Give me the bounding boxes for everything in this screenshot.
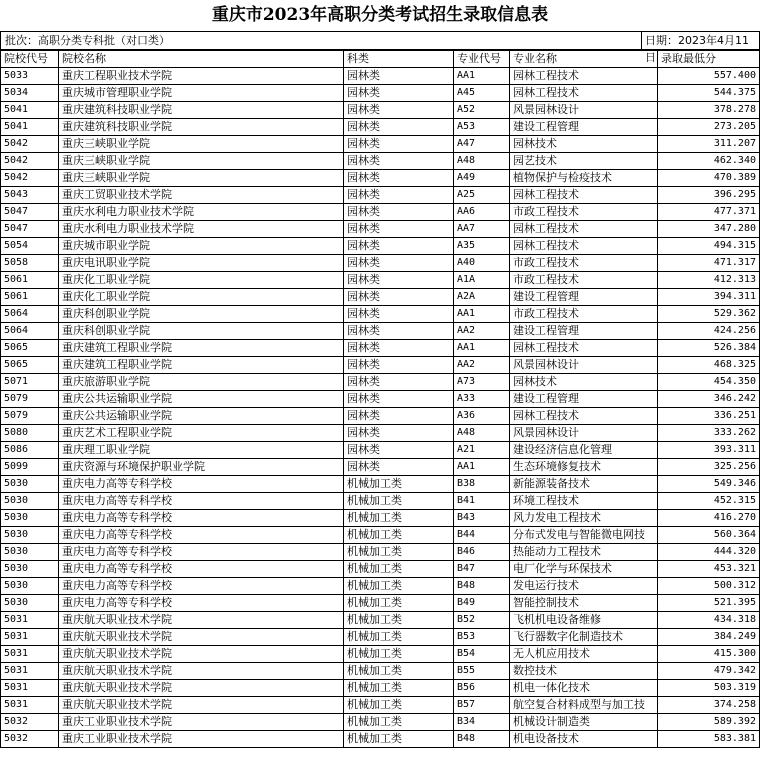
cell-major-name: 园林工程技术 — [510, 238, 658, 255]
table-row — [1, 153, 760, 170]
cell-category: 园林类 — [344, 85, 454, 102]
cell-major-code: B53 — [454, 629, 510, 646]
cell-school-name: 重庆电力高等专科学校 — [59, 595, 344, 612]
cell-min-score: 273.205 — [658, 119, 760, 136]
cell-major-name: 飞行器数字化制造技术 — [510, 629, 658, 646]
cell-major-code: AA1 — [454, 459, 510, 476]
cell-major-code: B54 — [454, 646, 510, 663]
cell-category: 园林类 — [344, 408, 454, 425]
cell-category: 园林类 — [344, 68, 454, 85]
cell-min-score: 374.258 — [658, 697, 760, 714]
cell-major-name: 热能动力工程技术 — [510, 544, 658, 561]
cell-school-code: 5031 — [1, 612, 59, 629]
table-row — [1, 663, 760, 680]
cell-category: 机械加工类 — [344, 595, 454, 612]
table-row — [1, 68, 760, 85]
table-row — [1, 714, 760, 731]
cell-major-code: A45 — [454, 85, 510, 102]
table-row — [1, 425, 760, 442]
cell-major-name: 机电一体化技术 — [510, 680, 658, 697]
cell-category: 园林类 — [344, 442, 454, 459]
cell-major-name: 园艺技术 — [510, 153, 658, 170]
cell-category: 机械加工类 — [344, 510, 454, 527]
cell-school-code: 5042 — [1, 153, 59, 170]
cell-min-score: 444.320 — [658, 544, 760, 561]
cell-major-code: A52 — [454, 102, 510, 119]
cell-school-name: 重庆三峡职业学院 — [59, 153, 344, 170]
table-row — [1, 629, 760, 646]
header-min-score: 录取最低分 — [658, 51, 760, 68]
cell-school-code: 5030 — [1, 578, 59, 595]
cell-school-name: 重庆航天职业技术学院 — [59, 663, 344, 680]
cell-min-score: 347.280 — [658, 221, 760, 238]
cell-min-score: 526.384 — [658, 340, 760, 357]
cell-major-name: 风景园林设计 — [510, 357, 658, 374]
cell-category: 园林类 — [344, 238, 454, 255]
cell-min-score: 333.262 — [658, 425, 760, 442]
cell-school-code: 5079 — [1, 408, 59, 425]
cell-school-code: 5080 — [1, 425, 59, 442]
table-row — [1, 442, 760, 459]
table-row — [1, 459, 760, 476]
cell-major-code: A49 — [454, 170, 510, 187]
cell-school-name: 重庆航天职业技术学院 — [59, 680, 344, 697]
cell-school-name: 重庆电力高等专科学校 — [59, 578, 344, 595]
cell-major-name: 智能控制技术 — [510, 595, 658, 612]
cell-school-name: 重庆艺术工程职业学院 — [59, 425, 344, 442]
cell-school-code: 5047 — [1, 204, 59, 221]
cell-major-name: 机电设备技术 — [510, 731, 658, 748]
cell-school-name: 重庆航天职业技术学院 — [59, 612, 344, 629]
table-row — [1, 119, 760, 136]
cell-school-code: 5031 — [1, 697, 59, 714]
cell-major-code: B57 — [454, 697, 510, 714]
cell-school-name: 重庆工业职业技术学院 — [59, 731, 344, 748]
cell-major-name: 建设工程管理 — [510, 289, 658, 306]
cell-school-name: 重庆电力高等专科学校 — [59, 561, 344, 578]
table-row — [1, 306, 760, 323]
cell-school-code: 5065 — [1, 340, 59, 357]
cell-major-name: 航空复合材料成型与加工技 — [510, 697, 658, 714]
cell-category: 机械加工类 — [344, 527, 454, 544]
cell-school-code: 5042 — [1, 136, 59, 153]
cell-category: 园林类 — [344, 119, 454, 136]
cell-school-code: 5071 — [1, 374, 59, 391]
cell-major-code: AA7 — [454, 221, 510, 238]
table-row — [1, 493, 760, 510]
cell-school-code: 5032 — [1, 714, 59, 731]
cell-min-score: 583.381 — [658, 731, 760, 748]
cell-school-code: 5064 — [1, 306, 59, 323]
cell-school-code: 5099 — [1, 459, 59, 476]
cell-major-name: 园林工程技术 — [510, 187, 658, 204]
cell-category: 园林类 — [344, 102, 454, 119]
cell-major-code: B48 — [454, 731, 510, 748]
cell-min-score: 378.278 — [658, 102, 760, 119]
cell-major-code: AA2 — [454, 357, 510, 374]
cell-category: 园林类 — [344, 323, 454, 340]
cell-category: 园林类 — [344, 272, 454, 289]
cell-major-code: B46 — [454, 544, 510, 561]
cell-school-name: 重庆工业职业技术学院 — [59, 714, 344, 731]
cell-category: 园林类 — [344, 289, 454, 306]
cell-school-code: 5031 — [1, 680, 59, 697]
cell-major-name: 无人机应用技术 — [510, 646, 658, 663]
cell-school-name: 重庆科创职业学院 — [59, 306, 344, 323]
cell-school-name: 重庆电力高等专科学校 — [59, 510, 344, 527]
cell-school-code: 5041 — [1, 102, 59, 119]
cell-min-score: 500.312 — [658, 578, 760, 595]
cell-major-code: A53 — [454, 119, 510, 136]
cell-major-code: AA1 — [454, 340, 510, 357]
cell-school-name: 重庆建筑工程职业学院 — [59, 340, 344, 357]
cell-school-name: 重庆公共运输职业学院 — [59, 408, 344, 425]
cell-major-name: 数控技术 — [510, 663, 658, 680]
cell-school-name: 重庆建筑科技职业学院 — [59, 102, 344, 119]
cell-major-name: 市政工程技术 — [510, 255, 658, 272]
table-row — [1, 187, 760, 204]
cell-school-code: 5030 — [1, 493, 59, 510]
cell-category: 机械加工类 — [344, 663, 454, 680]
cell-school-code: 5064 — [1, 323, 59, 340]
cell-school-code: 5030 — [1, 527, 59, 544]
cell-school-code: 5061 — [1, 289, 59, 306]
page-title: 重庆市2023年高职分类考试招生录取信息表 — [0, 0, 760, 32]
cell-min-score: 346.242 — [658, 391, 760, 408]
cell-school-name: 重庆资源与环境保护职业学院 — [59, 459, 344, 476]
cell-category: 机械加工类 — [344, 731, 454, 748]
cell-school-code: 5079 — [1, 391, 59, 408]
batch-label: 批次：高职分类专科批（对口类） — [5, 34, 170, 47]
cell-major-name: 园林工程技术 — [510, 340, 658, 357]
cell-school-name: 重庆工程职业技术学院 — [59, 68, 344, 85]
cell-major-name: 生态环境修复技术 — [510, 459, 658, 476]
cell-category: 园林类 — [344, 204, 454, 221]
cell-major-name: 电厂化学与环保技术 — [510, 561, 658, 578]
cell-min-score: 589.392 — [658, 714, 760, 731]
date-label: 日期：2023年4月11日 — [641, 32, 759, 49]
table-row — [1, 595, 760, 612]
cell-major-name: 飞机机电设备维修 — [510, 612, 658, 629]
cell-school-name: 重庆旅游职业学院 — [59, 374, 344, 391]
cell-min-score: 311.207 — [658, 136, 760, 153]
cell-category: 园林类 — [344, 153, 454, 170]
cell-category: 园林类 — [344, 391, 454, 408]
cell-category: 园林类 — [344, 357, 454, 374]
cell-major-name: 环境工程技术 — [510, 493, 658, 510]
cell-min-score: 549.346 — [658, 476, 760, 493]
cell-category: 机械加工类 — [344, 561, 454, 578]
cell-min-score: 462.340 — [658, 153, 760, 170]
cell-min-score: 479.342 — [658, 663, 760, 680]
cell-school-code: 5042 — [1, 170, 59, 187]
table-row — [1, 527, 760, 544]
cell-major-code: AA2 — [454, 323, 510, 340]
admission-table — [0, 50, 760, 748]
cell-school-code: 5061 — [1, 272, 59, 289]
cell-major-code: A33 — [454, 391, 510, 408]
cell-min-score: 477.371 — [658, 204, 760, 221]
table-row — [1, 374, 760, 391]
cell-major-code: B49 — [454, 595, 510, 612]
header-school-code: 院校代号 — [1, 51, 59, 68]
cell-category: 机械加工类 — [344, 476, 454, 493]
cell-major-name: 风景园林设计 — [510, 425, 658, 442]
cell-major-code: B48 — [454, 578, 510, 595]
cell-major-code: B55 — [454, 663, 510, 680]
cell-school-name: 重庆化工职业学院 — [59, 272, 344, 289]
cell-major-name: 园林技术 — [510, 136, 658, 153]
cell-min-score: 557.400 — [658, 68, 760, 85]
cell-school-code: 5086 — [1, 442, 59, 459]
table-row — [1, 578, 760, 595]
cell-major-code: A35 — [454, 238, 510, 255]
header-school-name: 院校名称 — [59, 51, 344, 68]
table-row — [1, 510, 760, 527]
table-row — [1, 204, 760, 221]
cell-major-name: 建设工程管理 — [510, 323, 658, 340]
cell-major-code: B34 — [454, 714, 510, 731]
header-major-code: 专业代号 — [454, 51, 510, 68]
cell-school-name: 重庆电力高等专科学校 — [59, 493, 344, 510]
cell-category: 机械加工类 — [344, 629, 454, 646]
cell-school-name: 重庆电力高等专科学校 — [59, 476, 344, 493]
cell-min-score: 336.251 — [658, 408, 760, 425]
cell-major-code: AA6 — [454, 204, 510, 221]
cell-min-score: 470.389 — [658, 170, 760, 187]
cell-major-name: 风景园林设计 — [510, 102, 658, 119]
table-row — [1, 170, 760, 187]
cell-major-name: 园林工程技术 — [510, 221, 658, 238]
cell-category: 园林类 — [344, 187, 454, 204]
cell-school-name: 重庆化工职业学院 — [59, 289, 344, 306]
table-row — [1, 680, 760, 697]
cell-major-code: A25 — [454, 187, 510, 204]
cell-school-code: 5031 — [1, 646, 59, 663]
cell-category: 机械加工类 — [344, 612, 454, 629]
table-row — [1, 646, 760, 663]
table-row — [1, 612, 760, 629]
cell-major-name: 风力发电工程技术 — [510, 510, 658, 527]
cell-school-name: 重庆三峡职业学院 — [59, 136, 344, 153]
cell-major-name: 机械设计制造类 — [510, 714, 658, 731]
table-row — [1, 289, 760, 306]
cell-min-score: 452.315 — [658, 493, 760, 510]
cell-school-code: 5030 — [1, 476, 59, 493]
cell-min-score: 529.362 — [658, 306, 760, 323]
cell-major-code: A73 — [454, 374, 510, 391]
cell-category: 机械加工类 — [344, 493, 454, 510]
cell-min-score: 503.319 — [658, 680, 760, 697]
cell-school-name: 重庆航天职业技术学院 — [59, 697, 344, 714]
cell-category: 园林类 — [344, 221, 454, 238]
table-row — [1, 544, 760, 561]
cell-school-name: 重庆航天职业技术学院 — [59, 629, 344, 646]
cell-major-name: 市政工程技术 — [510, 272, 658, 289]
cell-major-code: B56 — [454, 680, 510, 697]
cell-category: 机械加工类 — [344, 714, 454, 731]
cell-major-name: 建设工程管理 — [510, 391, 658, 408]
cell-major-code: AA1 — [454, 306, 510, 323]
cell-category: 园林类 — [344, 136, 454, 153]
cell-school-name: 重庆建筑工程职业学院 — [59, 357, 344, 374]
cell-school-name: 重庆航天职业技术学院 — [59, 646, 344, 663]
cell-major-code: AA1 — [454, 68, 510, 85]
cell-school-code: 5043 — [1, 187, 59, 204]
cell-min-score: 325.256 — [658, 459, 760, 476]
table-row — [1, 408, 760, 425]
table-row — [1, 476, 760, 493]
cell-school-name: 重庆水利电力职业技术学院 — [59, 204, 344, 221]
cell-min-score: 494.315 — [658, 238, 760, 255]
cell-category: 园林类 — [344, 459, 454, 476]
cell-major-name: 市政工程技术 — [510, 204, 658, 221]
cell-major-name: 市政工程技术 — [510, 306, 658, 323]
table-row — [1, 221, 760, 238]
cell-major-name: 发电运行技术 — [510, 578, 658, 595]
table-row — [1, 238, 760, 255]
cell-min-score: 424.256 — [658, 323, 760, 340]
cell-min-score: 394.311 — [658, 289, 760, 306]
table-row — [1, 136, 760, 153]
cell-school-code: 5030 — [1, 561, 59, 578]
table-row — [1, 697, 760, 714]
cell-school-code: 5033 — [1, 68, 59, 85]
table-row — [1, 255, 760, 272]
cell-school-code: 5032 — [1, 731, 59, 748]
cell-major-code: B38 — [454, 476, 510, 493]
cell-category: 园林类 — [344, 425, 454, 442]
table-row — [1, 357, 760, 374]
cell-min-score: 560.364 — [658, 527, 760, 544]
cell-min-score: 416.270 — [658, 510, 760, 527]
cell-major-name: 新能源装备技术 — [510, 476, 658, 493]
cell-major-code: B44 — [454, 527, 510, 544]
cell-major-name: 园林工程技术 — [510, 85, 658, 102]
cell-school-code: 5054 — [1, 238, 59, 255]
cell-category: 园林类 — [344, 306, 454, 323]
cell-school-name: 重庆工贸职业技术学院 — [59, 187, 344, 204]
cell-major-code: A21 — [454, 442, 510, 459]
cell-school-code: 5041 — [1, 119, 59, 136]
cell-school-code: 5065 — [1, 357, 59, 374]
header-category: 科类 — [344, 51, 454, 68]
cell-school-name: 重庆电讯职业学院 — [59, 255, 344, 272]
cell-major-code: A1A — [454, 272, 510, 289]
cell-category: 机械加工类 — [344, 646, 454, 663]
cell-school-code: 5058 — [1, 255, 59, 272]
cell-major-code: A48 — [454, 153, 510, 170]
table-row — [1, 85, 760, 102]
cell-school-name: 重庆三峡职业学院 — [59, 170, 344, 187]
table-row — [1, 731, 760, 748]
cell-school-name: 重庆电力高等专科学校 — [59, 544, 344, 561]
cell-major-name: 植物保护与检疫技术 — [510, 170, 658, 187]
cell-school-code: 5034 — [1, 85, 59, 102]
cell-major-code: B47 — [454, 561, 510, 578]
cell-school-name: 重庆理工职业学院 — [59, 442, 344, 459]
cell-min-score: 434.318 — [658, 612, 760, 629]
cell-school-code: 5047 — [1, 221, 59, 238]
cell-min-score: 384.249 — [658, 629, 760, 646]
cell-major-code: A2A — [454, 289, 510, 306]
cell-category: 机械加工类 — [344, 697, 454, 714]
cell-major-name: 分布式发电与智能微电网技 — [510, 527, 658, 544]
cell-category: 机械加工类 — [344, 680, 454, 697]
cell-school-code: 5031 — [1, 629, 59, 646]
cell-min-score: 471.317 — [658, 255, 760, 272]
cell-min-score: 468.325 — [658, 357, 760, 374]
cell-category: 园林类 — [344, 170, 454, 187]
cell-major-name: 建设工程管理 — [510, 119, 658, 136]
header-major-name: 专业名称 — [510, 51, 658, 68]
cell-major-code: A48 — [454, 425, 510, 442]
cell-school-name: 重庆科创职业学院 — [59, 323, 344, 340]
cell-major-code: A40 — [454, 255, 510, 272]
cell-major-code: B52 — [454, 612, 510, 629]
cell-category: 园林类 — [344, 255, 454, 272]
cell-category: 机械加工类 — [344, 544, 454, 561]
cell-min-score: 412.313 — [658, 272, 760, 289]
cell-school-name: 重庆建筑科技职业学院 — [59, 119, 344, 136]
cell-school-name: 重庆公共运输职业学院 — [59, 391, 344, 408]
cell-school-name: 重庆城市职业学院 — [59, 238, 344, 255]
cell-school-code: 5031 — [1, 663, 59, 680]
cell-min-score: 454.350 — [658, 374, 760, 391]
cell-major-name: 园林工程技术 — [510, 408, 658, 425]
table-row — [1, 391, 760, 408]
cell-major-code: B43 — [454, 510, 510, 527]
table-row — [1, 561, 760, 578]
cell-major-code: A47 — [454, 136, 510, 153]
cell-min-score: 415.300 — [658, 646, 760, 663]
cell-min-score: 393.311 — [658, 442, 760, 459]
cell-major-name: 建设经济信息化管理 — [510, 442, 658, 459]
cell-min-score: 521.395 — [658, 595, 760, 612]
cell-major-code: A36 — [454, 408, 510, 425]
cell-min-score: 396.295 — [658, 187, 760, 204]
cell-category: 机械加工类 — [344, 578, 454, 595]
table-row — [1, 102, 760, 119]
cell-school-code: 5030 — [1, 595, 59, 612]
cell-school-name: 重庆城市管理职业学院 — [59, 85, 344, 102]
cell-school-name: 重庆水利电力职业技术学院 — [59, 221, 344, 238]
cell-major-name: 园林工程技术 — [510, 68, 658, 85]
cell-major-code: B41 — [454, 493, 510, 510]
table-row — [1, 272, 760, 289]
cell-category: 园林类 — [344, 340, 454, 357]
table-row — [1, 340, 760, 357]
cell-min-score: 544.375 — [658, 85, 760, 102]
cell-school-name: 重庆电力高等专科学校 — [59, 527, 344, 544]
cell-school-code: 5030 — [1, 544, 59, 561]
cell-school-code: 5030 — [1, 510, 59, 527]
cell-min-score: 453.321 — [658, 561, 760, 578]
cell-category: 园林类 — [344, 374, 454, 391]
table-row — [1, 323, 760, 340]
cell-major-name: 园林技术 — [510, 374, 658, 391]
